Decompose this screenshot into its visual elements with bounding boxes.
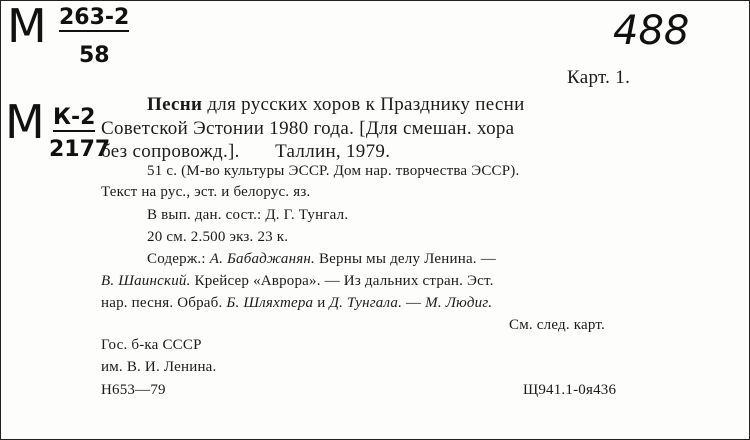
title-line-3: без сопровожд.]. Таллин, 1979. [101, 141, 391, 162]
handwritten-side-number: К-2 [53, 105, 96, 130]
contents-line-2-rest: Крейсер «Аврора». — Из дальних стран. Эст. [190, 273, 494, 289]
handwritten-side-sub: 2177 [49, 137, 111, 162]
library-line-1: Гос. б-ка СССР [101, 337, 202, 353]
title-line-2: Советской Эстонии 1980 года. [Для смешан. хора [101, 118, 515, 139]
contents-author-3: Б. Шляхтера [226, 295, 314, 311]
contents-line-1 [147, 251, 496, 268]
classification-code: Щ941.1-0я436 [523, 382, 617, 398]
catalog-number: Н653—79 [101, 382, 166, 398]
contents-line-3-a: нар. песня. Обраб. [101, 295, 227, 311]
pages-line: 51 с. (М-во культуры ЭССР. Дом нар. творчества ЭССР). [147, 163, 520, 179]
contents-author-5: М. Людиг. [425, 295, 493, 311]
contents-author-4: Д. Тунгала. [329, 295, 403, 311]
contents-label: Содерж.: [147, 251, 210, 267]
contents-author-2: В. Шаинский. [101, 273, 191, 289]
see-next-card: См. след. карт. [509, 317, 605, 333]
handwritten-corner-number: 488 [613, 8, 690, 54]
contents-line-3 [101, 295, 492, 312]
title-line-1 [147, 94, 525, 116]
handwritten-side-letter: М [5, 95, 45, 149]
contents-line-3-b: и [313, 295, 330, 311]
title-line-1-rest: для русских хоров к Празднику песни [202, 94, 525, 115]
handwritten-top-number: 263-2 [59, 5, 130, 30]
contents-author-1: А. Бабаджанян. [209, 251, 316, 267]
text-language-line: Текст на рус., эст. и белорус. яз. [101, 184, 311, 200]
format-line: 20 см. 2.500 экз. 23 к. [147, 229, 289, 245]
handwritten-top-letter: М [7, 0, 47, 53]
contents-line-2 [101, 273, 494, 290]
contents-line-1-rest: Верны мы делу Ленина. — [315, 251, 496, 267]
compiler-line: В вып. дан. сост.: Д. Г. Тунгал. [147, 207, 349, 223]
contents-line-3-c: — [402, 295, 426, 311]
handwritten-top-sub: 58 [79, 43, 110, 68]
title-keyword: Песни [147, 94, 203, 115]
card-number: Карт. 1. [567, 67, 631, 88]
library-line-2: им. В. И. Ленина. [101, 359, 217, 375]
